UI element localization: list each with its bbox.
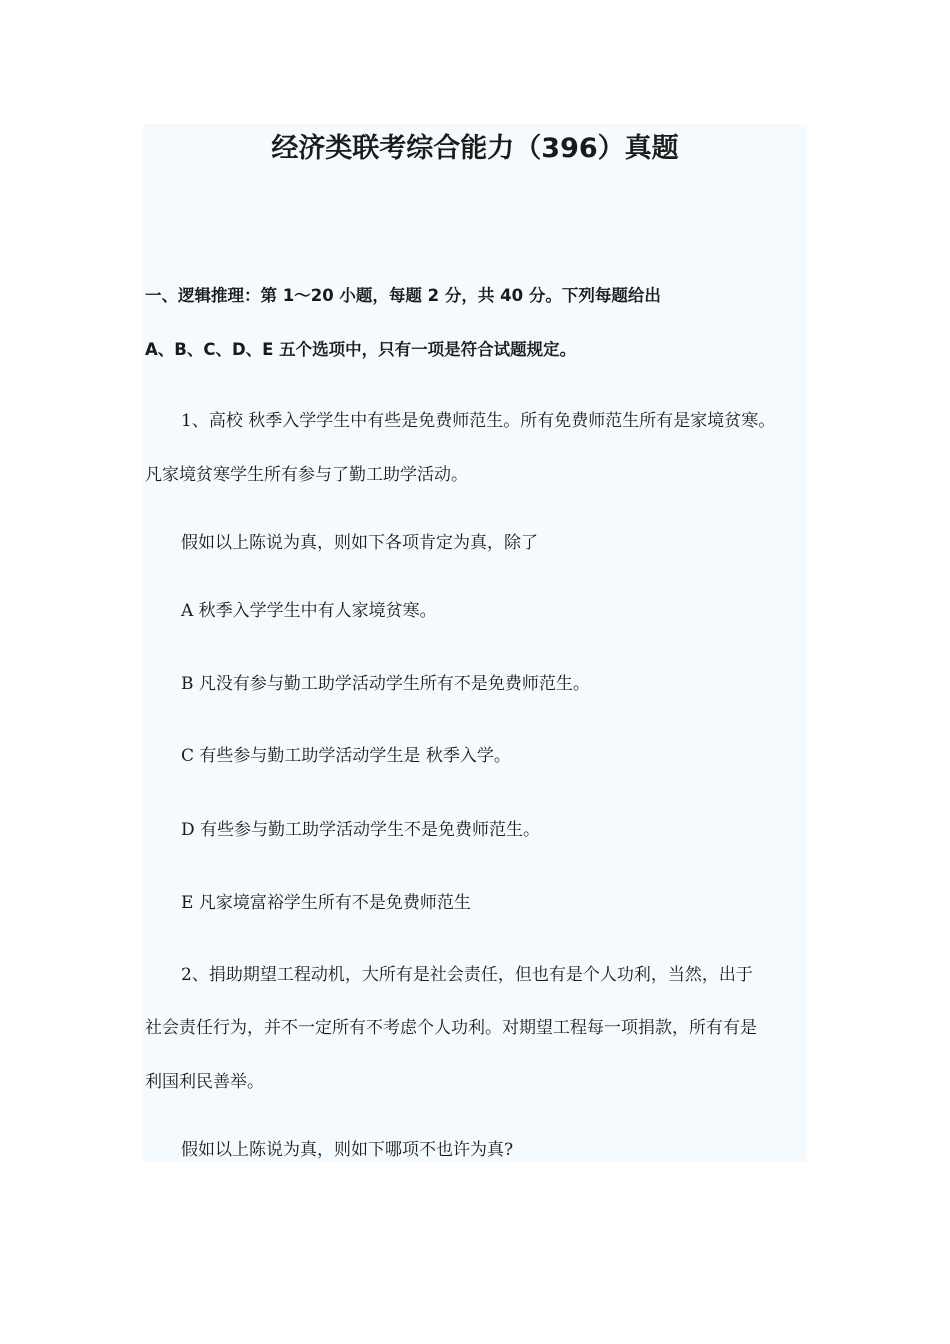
section-heading-line-1: 一、逻辑推理：第 1～20 小题，每题 2 分，共 40 分。下列每题给出 [145,286,661,305]
page-content-area [143,124,807,1162]
question-1-option-e: E 凡家境富裕学生所有不是免费师范生 [181,893,471,913]
question-1-option-d: D 有些参与勤工助学活动学生不是免费师范生。 [181,820,541,840]
question-1-option-c: C 有些参与勤工助学活动学生是 秋季入学。 [181,746,511,766]
question-1-prompt: 假如以上陈说为真，则如下各项肯定为真，除了 [181,533,538,553]
question-2-stem-line-1: 2、捐助期望工程动机，大所有是社会责任，但也有是个人功利，当然，出于 [181,965,753,985]
document-title: 经济类联考综合能力（396）真题 [271,133,679,164]
question-2-stem-line-2: 社会责任行为，并不一定所有不考虑个人功利。对期望工程每一项捐款，所有有是 [145,1018,757,1038]
question-1-option-a: A 秋季入学学生中有人家境贫寒。 [181,601,437,621]
section-heading-line-2: A、B、C、D、E 五个选项中，只有一项是符合试题规定。 [145,340,577,359]
question-1-stem-line-2: 凡家境贫寒学生所有参与了勤工助学活动。 [145,465,468,485]
question-1-stem-line-1: 1、高校 秋季入学学生中有些是免费师范生。所有免费师范生所有是家境贫寒。 [181,411,776,431]
question-2-prompt: 假如以上陈说为真，则如下哪项不也许为真? [181,1140,514,1160]
question-2-stem-line-3: 利国利民善举。 [145,1072,264,1092]
question-1-option-b: B 凡没有参与勤工助学活动学生所有不是免费师范生。 [181,674,590,694]
